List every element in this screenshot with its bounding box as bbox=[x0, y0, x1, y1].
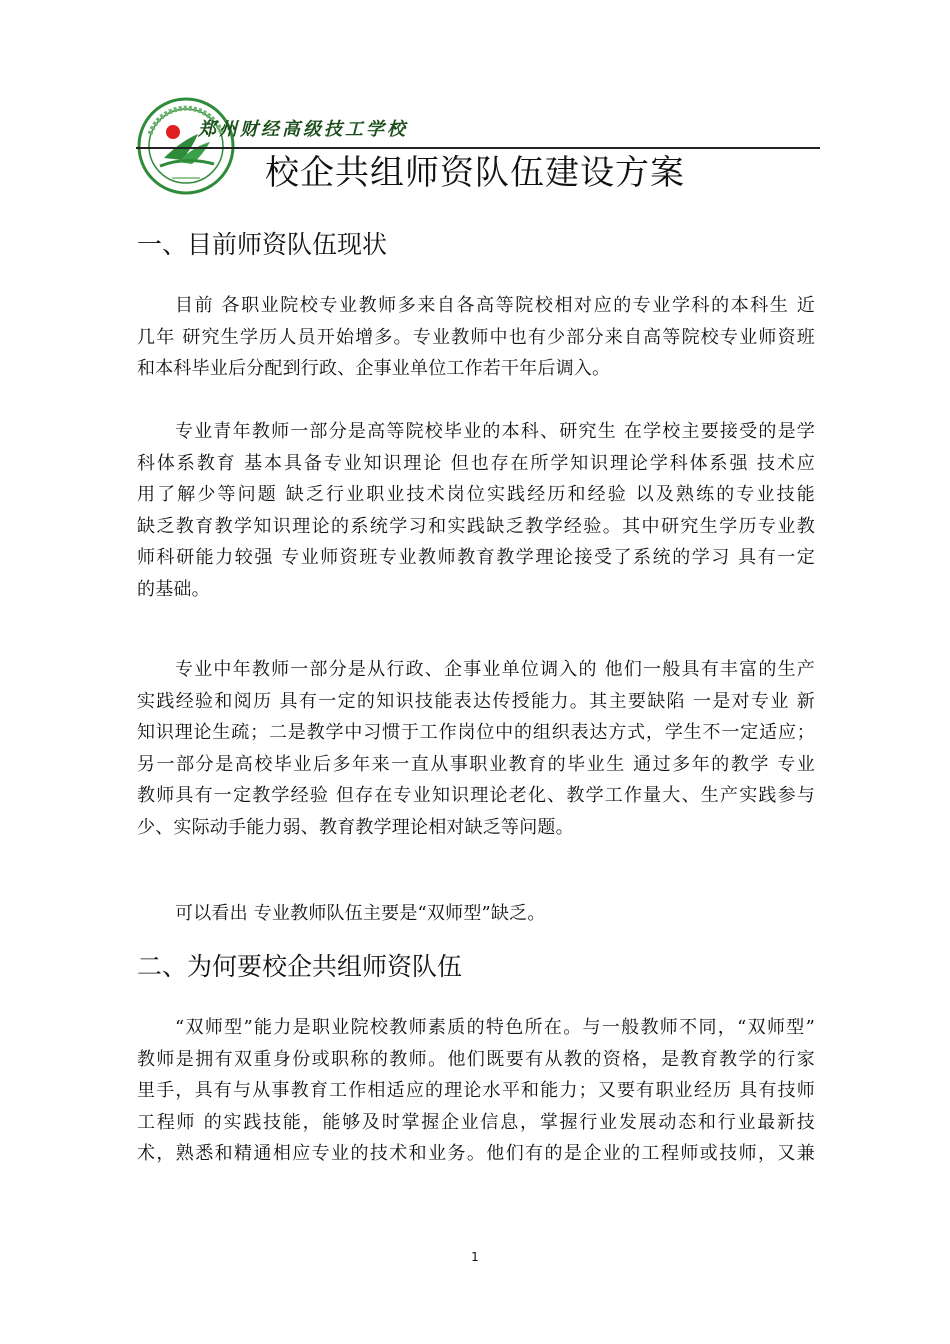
paragraph-line: 目前 各职业院校专业教师多来自各高等院校相对应的专业学科的本科生 近 bbox=[175, 295, 815, 316]
section-heading-2: 二、为何要校企共组师资队伍 bbox=[137, 952, 463, 981]
paragraph-line: 实践经验和阅历 具有一定的知识技能表达传授能力。其主要缺陷 一是对专业 新 bbox=[137, 690, 815, 712]
paragraph bbox=[137, 898, 815, 930]
paragraph-line: 术，熟悉和精通相应专业的技术和业务。他们有的是企业的工程师或技师，又兼 bbox=[137, 1143, 815, 1164]
paragraph bbox=[137, 416, 815, 605]
paragraph-line: 可以看出 专业教师队伍主要是“双师型”缺乏。 bbox=[175, 903, 546, 924]
paragraph-line: 几年 研究生学历人员开始增多。专业教师中也有少部分来自高等院校专业师资班 bbox=[137, 326, 815, 348]
paragraph-line: 科体系教育 基本具备专业知识理论 但也存在所学知识理论学科体系强 技术应 bbox=[137, 452, 815, 474]
paragraph-line: 另一部分是高校毕业后多年来一直从事职业教育的毕业生 通过多年的教学 专业 bbox=[137, 753, 815, 775]
paragraph-line: 和本科毕业后分配到行政、企事业单位工作若干年后调入。 bbox=[137, 358, 611, 379]
paragraph-line: 专业青年教师一部分是高等院校毕业的本科、研究生 在学校主要接受的是学 bbox=[175, 421, 815, 442]
paragraph-line: 少、实际动手能力弱、教育教学理论相对缺乏等问题。 bbox=[137, 816, 574, 838]
paragraph-line: 教师具有一定教学经验 但存在专业知识理论老化、教学工作量大、生产实践参与 bbox=[137, 785, 815, 806]
paragraph-line: 知识理论生疏；二是教学中习惯于工作岗位中的组织表达方式，学生不一定适应； bbox=[137, 722, 815, 743]
paragraph bbox=[137, 1012, 815, 1170]
paragraph-line: “双师型”能力是职业院校教师素质的特色所在。与一般教师不同，“双师型” bbox=[175, 1017, 815, 1038]
paragraph bbox=[137, 654, 815, 843]
paragraph-line: 专业中年教师一部分是从行政、企事业单位调入的 他们一般具有丰富的生产 bbox=[175, 659, 815, 680]
paragraph-line: 师科研能力较强 专业师资班专业教师教育教学理论接受了系统的学习 具有一定 bbox=[137, 547, 815, 568]
paragraph-line: 的基础。 bbox=[137, 578, 210, 600]
paragraph bbox=[137, 290, 815, 385]
paragraph-line: 里手，具有与从事教育工作相适应的理论水平和能力；又要有职业经历 具有技师 bbox=[137, 1080, 815, 1101]
document-title: 校企共组师资队伍建设方案 bbox=[265, 153, 685, 193]
paragraph-line: 缺乏教育教学知识理论的系统学习和实践缺乏教学经验。其中研究生学历专业教 bbox=[137, 515, 815, 537]
page-number: 1 bbox=[471, 1250, 479, 1264]
header-divider bbox=[136, 147, 820, 149]
school-name: 郑州财经高级技工学校 bbox=[198, 119, 408, 140]
paragraph-line: 工程师 的实践技能，能够及时掌握企业信息，掌握行业发展动态和行业最新技 bbox=[137, 1111, 815, 1133]
section-heading-1: 一、目前师资队伍现状 bbox=[137, 230, 388, 259]
paragraph-line: 教师是拥有双重身份或职称的教师。他们既要有从教的资格，是教育教学的行家 bbox=[137, 1048, 815, 1070]
paragraph-line: 用了解少等问题 缺乏行业职业技术岗位实践经历和经验 以及熟练的专业技能 bbox=[137, 484, 815, 505]
